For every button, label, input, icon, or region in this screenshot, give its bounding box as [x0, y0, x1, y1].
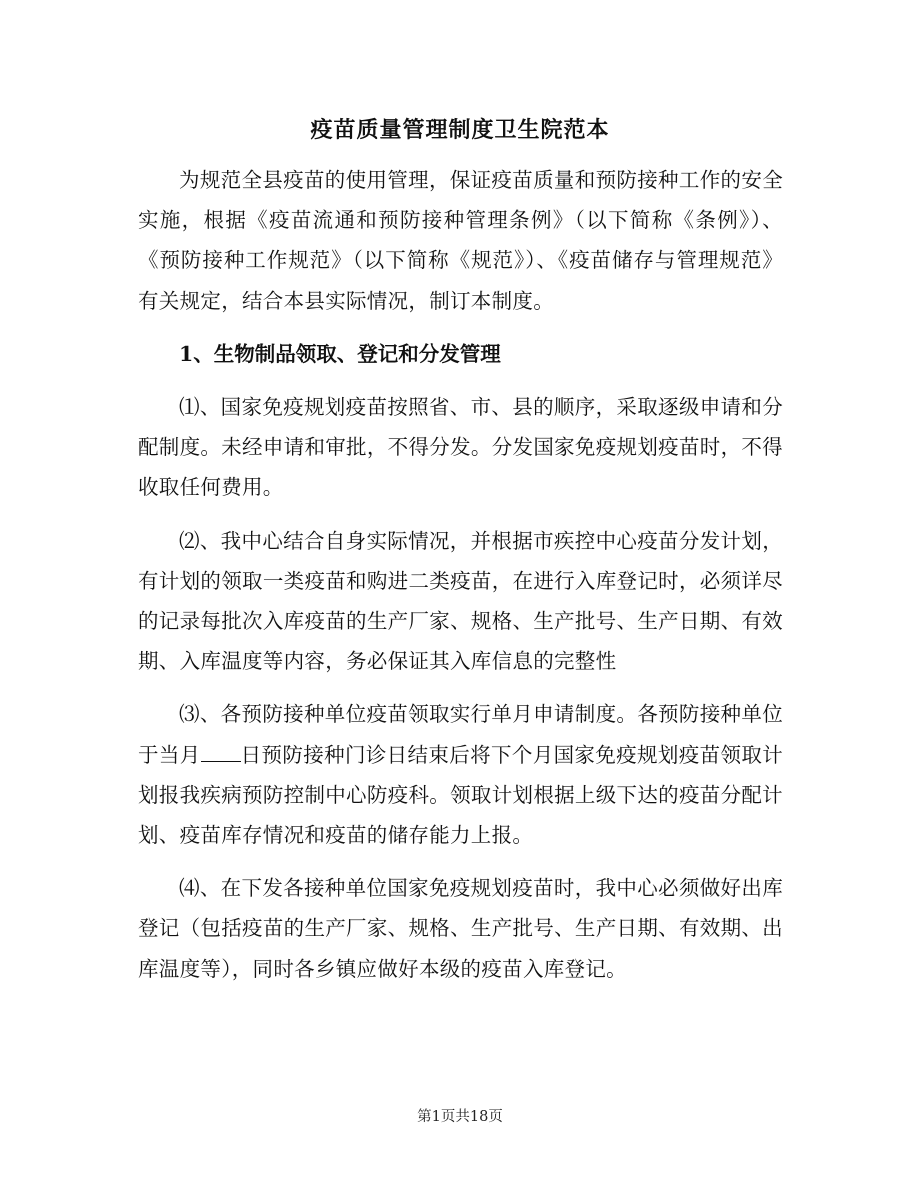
- fill-in-blank: [201, 741, 241, 762]
- section-heading: 1、生物制品领取、登记和分发管理: [179, 341, 501, 366]
- item-3-paragraph: [138, 694, 783, 855]
- document-body: [138, 160, 783, 1002]
- page-number-footer: 第1页共18页: [417, 1109, 503, 1125]
- document-title: 疫苗质量管理制度卫生院范本: [310, 117, 610, 143]
- item-3-text-start: ⑶、各预防接种单位疫苗领取实行单月申请制度。各预防接种单位于当月: [138, 702, 783, 767]
- item-2-paragraph: ⑵、我中心结合自身实际情况，并根据市疾控中心疫苗分发计划，有计划的领取一类疫苗和购进二类疫苗，在进行入库登记时，必须详尽的记录每批次入库疫苗的生产厂家、规格、生产批号、生产日期、有效期、入库温度等内容，务必保证其入库信息的完整性: [138, 528, 783, 674]
- item-4-paragraph: ⑷、在下发各接种单位国家免疫规划疫苗时，我中心必须做好出库登记（包括疫苗的生产厂家、规格、生产批号、生产日期、有效期、出库温度等），同时各乡镇应做好本级的疫苗入库登记。: [138, 876, 783, 981]
- item-3-text-end: 日预防接种门诊日结束后将下个月国家免疫规划疫苗领取计划报我疾病预防控制中心防疫科。领取计划根据上级下达的疫苗分配计划、疫苗库存情况和疫苗的储存能力上报。: [138, 742, 783, 848]
- intro-paragraph: 为规范全县疫苗的使用管理，保证疫苗质量和预防接种工作的安全实施，根据《疫苗流通和预防接种管理条例》（以下简称《条例》）、《预防接种工作规范》（以下简称《规范》）、《疫苗储存与管理规范》有关规定，结合本县实际情况，制订本制度。: [138, 168, 783, 313]
- item-1-paragraph: ⑴、国家免疫规划疫苗按照省、市、县的顺序，采取逐级申请和分配制度。未经申请和审批，不得分发。分发国家免疫规划疫苗时，不得收取任何费用。: [138, 395, 783, 500]
